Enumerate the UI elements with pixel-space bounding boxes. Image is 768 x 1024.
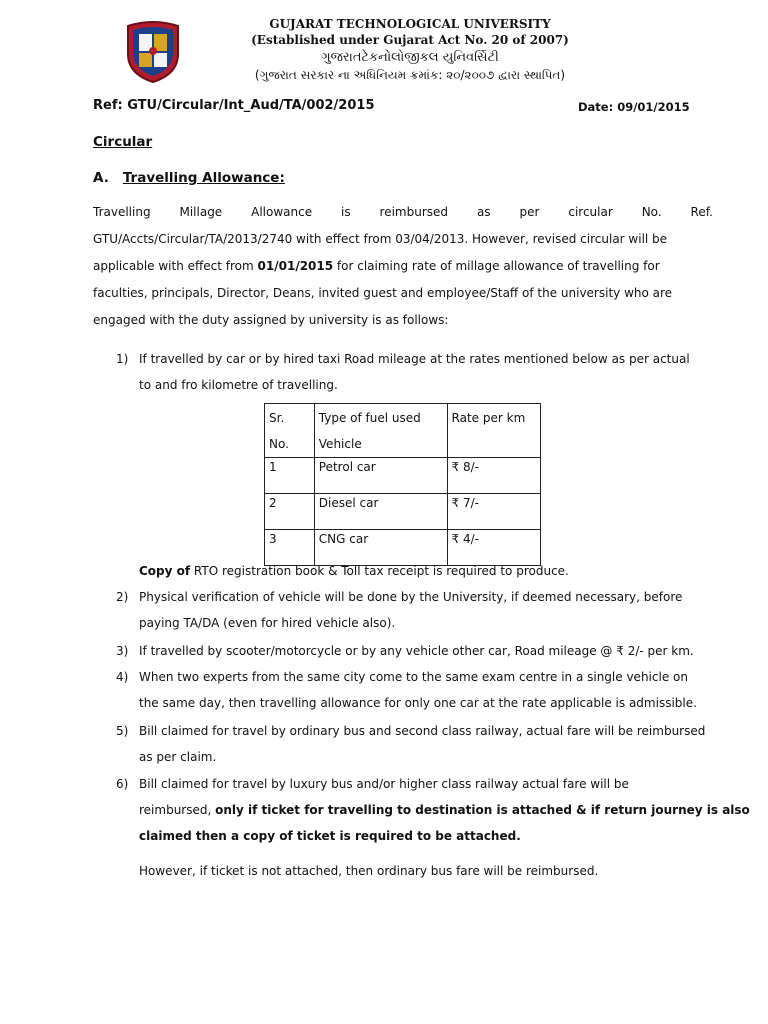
header-sr-no: Sr. No.: [265, 404, 315, 458]
university-name: GUJARAT TECHNOLOGICAL UNIVERSITY: [269, 17, 551, 31]
header-rate: Rate per km: [447, 404, 540, 458]
intro-line-1: Travelling Millage Allowance is reimbursed as per circular No. Ref.: [93, 205, 713, 219]
item-number: 4): [116, 670, 129, 684]
table-row: 1 Petrol car ₹ 8/-: [265, 458, 541, 494]
list-item-2: Physical verification of vehicle will be done by the University, if deemed necessary, before paying TA/DA (even for hired vehicle also).: [139, 590, 683, 630]
list-item-3: If travelled by scooter/motorcycle or by any vehicle other car, Road mileage @ ₹ 2/- per km.: [139, 644, 694, 658]
item-number: 3): [116, 644, 129, 658]
gtu-crest-icon: [120, 18, 186, 84]
reference-number: Ref: GTU/Circular/Int_Aud/TA/002/2015: [93, 98, 375, 113]
item-number: 2): [116, 590, 129, 604]
list-item-1: If travelled by car or by hired taxi Road mileage at the rates mentioned below as per actual to and fro kilometre of travelling.: [139, 352, 690, 392]
section-title: Travelling Allowance:: [122, 170, 285, 186]
table-row: 2 Diesel car ₹ 7/-: [265, 494, 541, 530]
established-note-gujarati: (ગુજરાત સરકાર ના અધિનિયમ ક્રમાંક: ૨૦/૨૦૦૭ દ્વારા સ્થાપિત): [254, 68, 566, 82]
section-letter: A.: [93, 170, 109, 186]
intro-paragraph: [93, 199, 713, 334]
list-item-4: When two experts from the same city come to the same exam centre in a single vehicle on the same day, then travelling allowance for only one car at the rate applicable is admissible.: [139, 670, 697, 710]
intro-line-5: engaged with the duty assigned by university is as follows:: [93, 313, 449, 327]
table-header-row: [265, 404, 541, 458]
circular-heading: Circular: [93, 134, 153, 150]
circular-date: Date: 09/01/2015: [578, 100, 690, 114]
section-heading: [93, 170, 285, 186]
university-name-gujarati: ગુજરાતટેકનોલોજીકલ યુનિવર્સિટી: [321, 50, 499, 65]
intro-line-3: applicable with effect from 01/01/2015 for claiming rate of millage allowance of travelling for: [93, 259, 660, 273]
header-fuel-type: Type of fuel used Vehicle: [314, 404, 447, 458]
list-item-6: Bill claimed for travel by luxury bus and/or higher class railway actual fare will be reimbursed, only if ticket for travelling to destination is attached & if return journey is also claimed then a copy of ticket is required to be attached.: [139, 777, 750, 843]
item-number: 5): [116, 724, 129, 738]
table-row: 3 CNG car ₹ 4/-: [265, 530, 541, 566]
item-number: 6): [116, 777, 129, 791]
item-number: 1): [116, 352, 129, 366]
item-1-note: Copy of RTO registration book & Toll tax receipt is required to produce.: [139, 564, 569, 578]
intro-line-4: faculties, principals, Director, Deans, invited guest and employee/Staff of the university who are: [93, 286, 673, 300]
intro-line-2: GTU/Accts/Circular/TA/2013/2740 with effect from 03/04/2013. However, revised circular will be: [93, 232, 668, 246]
list-item-5: Bill claimed for travel by ordinary bus and second class railway, actual fare will be reimbursed as per claim.: [139, 724, 706, 764]
item-6-note: However, if ticket is not attached, then ordinary bus fare will be reimbursed.: [139, 864, 599, 878]
mileage-rate-table: [264, 403, 541, 566]
established-note: (Established under Gujarat Act No. 20 of 2007): [251, 33, 569, 47]
